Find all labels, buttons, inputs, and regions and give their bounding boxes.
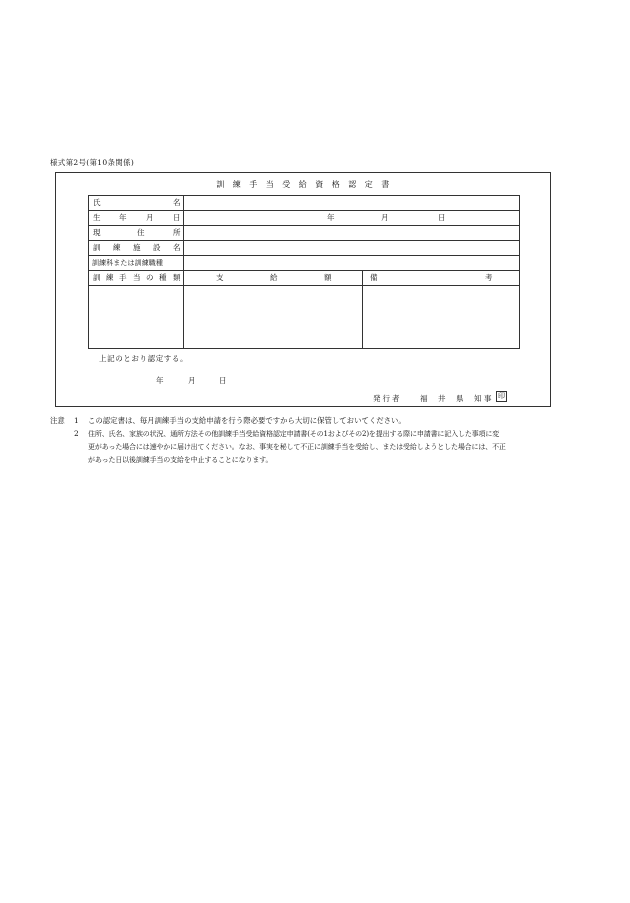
notes-heading: 注意: [50, 416, 65, 425]
note-2-number: 2: [74, 429, 79, 438]
payment-amount-cell[interactable]: [184, 286, 362, 348]
allowance-header-cells: 支 給 額 備 考: [216, 273, 493, 282]
allowance-header-row: [89, 271, 519, 286]
certify-statement: 上記のとおり認定する。: [99, 354, 189, 363]
remarks-cell[interactable]: [363, 286, 519, 348]
address-field[interactable]: [184, 226, 519, 240]
course-field[interactable]: [184, 256, 519, 270]
course-row: [89, 256, 519, 271]
birth-date-field[interactable]: 年 月 日: [327, 213, 446, 222]
birth-row: [89, 211, 519, 226]
address-row: [89, 226, 519, 241]
note-1-text: この認定書は、毎月訓練手当の支給申請を行う際必要ですから大切に保管しておいてください。: [88, 416, 406, 425]
certificate-frame: 訓練手当受給資格認定書 氏 名 生 年 月 日 年 月 日 現 住 所 訓 練 施 設 名 訓練科または訓練職種 訓 練 手 当 の 種 類 支 給 額 備 考 上記のとおり認定する。 年 月 日 発行者 福 井 県 知 事 印: [55, 172, 551, 407]
address-label: 現 住 所: [89, 226, 184, 240]
name-row: [89, 196, 519, 211]
note-1-number: 1: [74, 416, 79, 425]
note-2-line-1: 住所、氏名、家族の状況、通所方法その他訓練手当受給資格認定申請書(その1およびその2)を提出する際に申請書に記入した事項に変: [88, 430, 500, 438]
seal-mark: 印: [498, 392, 505, 400]
note-2-line-3: があった日以後訓練手当の支給を中止することになります。: [88, 456, 273, 464]
birth-label: 生 年 月 日: [89, 211, 184, 225]
facility-row: [89, 241, 519, 256]
certificate-title: 訓練手当受給資格認定書: [216, 180, 398, 189]
allowance-kind-label: 訓 練 手 当 の 種 類: [89, 271, 184, 285]
form-number: 様式第2号(第10条関係): [50, 158, 135, 167]
certificate-table: [88, 195, 520, 349]
course-label: 訓練科または訓練職種: [89, 256, 184, 270]
note-2-line-2: 更があった場合には速やかに届け出てください。なお、事実を秘して不正に訓練手当を受給し、または受給しようとした場合には、不正: [88, 443, 506, 451]
name-label: 氏 名: [89, 196, 184, 210]
allowance-kind-cell[interactable]: [89, 286, 183, 348]
facility-field[interactable]: [184, 241, 519, 255]
name-field[interactable]: [184, 196, 519, 210]
facility-label: 訓 練 施 設 名: [89, 241, 184, 255]
